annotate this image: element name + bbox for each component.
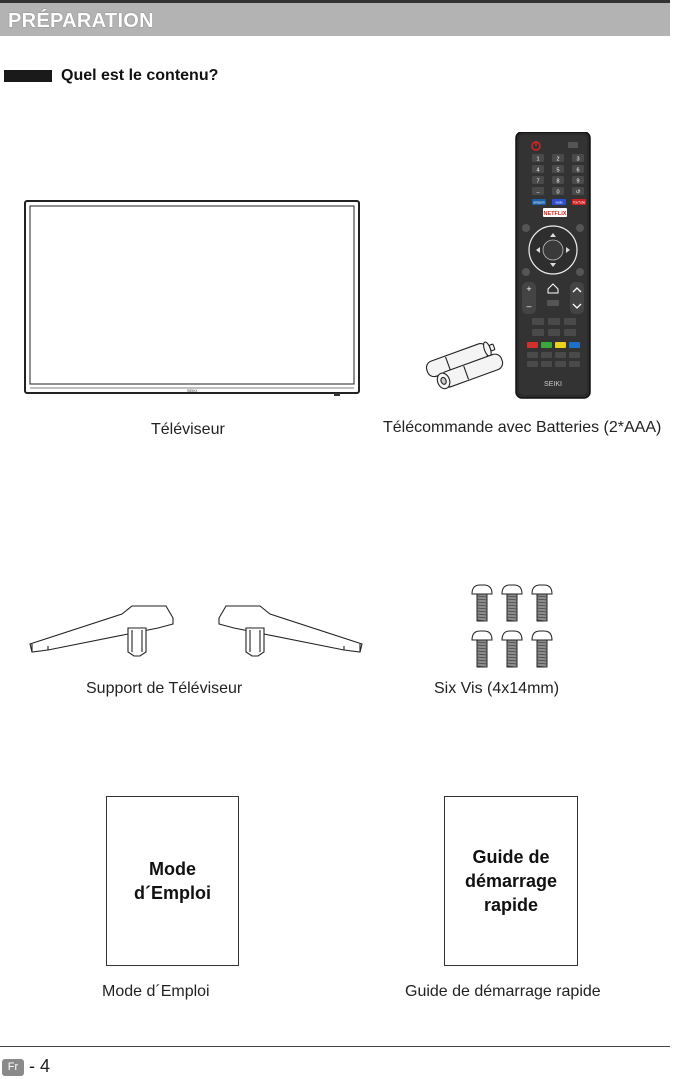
screw xyxy=(472,631,492,667)
svg-text:+: + xyxy=(526,284,532,294)
screws-caption: Six Vis (4x14mm) xyxy=(434,680,560,697)
remote-digit-label: 8 xyxy=(556,178,560,185)
remote-digit-label: 9 xyxy=(576,178,580,185)
remote-extra-key xyxy=(527,361,538,367)
stand-caption: Support de Téléviseur xyxy=(86,680,243,697)
netflix-label: NETFLIX xyxy=(543,211,567,217)
remote-digit-label: 0 xyxy=(556,189,560,196)
remote-app-label: amazon xyxy=(533,200,545,205)
tv-caption: Téléviseur xyxy=(151,421,225,438)
tv-logo: SEIKI xyxy=(186,388,198,393)
manual-cover-text: Mode d´Emploi xyxy=(134,859,211,903)
remote-transport-key xyxy=(548,318,560,325)
remote-extra-key xyxy=(527,352,538,358)
section-marker xyxy=(4,70,52,82)
remote-digit-label: 1 xyxy=(536,156,540,163)
screw xyxy=(502,631,522,667)
screw xyxy=(532,585,552,621)
remote-extra-key xyxy=(569,361,580,367)
remote-extra-key xyxy=(541,361,552,367)
screw xyxy=(472,585,492,621)
screw xyxy=(532,631,552,667)
quickstart-caption: Guide de démarrage rapide xyxy=(405,983,601,1000)
remote-transport-key xyxy=(564,318,576,325)
remote-transport-key xyxy=(532,318,544,325)
footer-divider xyxy=(0,1046,670,1047)
remote-transport-key xyxy=(564,329,576,336)
remote-digit-label: ↺ xyxy=(575,189,581,196)
remote-extra-key xyxy=(555,352,566,358)
header-bar xyxy=(0,0,670,36)
manual-caption: Mode d´Emploi xyxy=(102,983,210,1000)
tv-illustration xyxy=(24,200,360,400)
remote-color-key xyxy=(555,342,566,348)
language-badge: Fr xyxy=(2,1059,24,1076)
remote-extra-key xyxy=(555,361,566,367)
page-number: - 4 xyxy=(29,1056,51,1076)
remote-color-key xyxy=(527,342,538,348)
remote-transport-key xyxy=(548,329,560,336)
remote-color-key xyxy=(541,342,552,348)
remote-app-label: YouTube xyxy=(572,200,586,205)
remote-digit-label: – xyxy=(536,189,540,196)
remote-transport-key xyxy=(532,329,544,336)
remote-extra-key xyxy=(569,352,580,358)
svg-text:–: – xyxy=(526,301,532,311)
remote-digit-label: 7 xyxy=(536,178,540,185)
remote-digit-label: 2 xyxy=(556,156,560,163)
quickstart-cover-text: Guide de démarrage rapide xyxy=(464,847,558,915)
page-title: PRÉPARATION xyxy=(8,10,154,32)
remote-caption: Télécommande avec Batteries (2*AAA) xyxy=(383,419,662,436)
tv-stand-illustration xyxy=(28,600,364,662)
remote-digit-label: 6 xyxy=(576,167,580,174)
remote-app-label: vudu xyxy=(555,200,563,205)
remote-digit-label: 5 xyxy=(556,167,560,174)
remote-digit-label: 3 xyxy=(576,156,580,163)
remote-brand: SEIKI xyxy=(544,381,562,388)
remote-extra-key xyxy=(541,352,552,358)
batteries-illustration xyxy=(418,332,514,392)
remote-control-illustration xyxy=(514,132,592,400)
remote-color-key xyxy=(569,342,580,348)
ok-button xyxy=(543,240,563,260)
section-title: Quel est le contenu? xyxy=(61,67,219,84)
screws-illustration xyxy=(464,582,560,670)
quickstart-booklet xyxy=(444,796,578,966)
user-manual-booklet xyxy=(106,796,239,966)
screw xyxy=(502,585,522,621)
remote-digit-label: 4 xyxy=(536,167,540,174)
